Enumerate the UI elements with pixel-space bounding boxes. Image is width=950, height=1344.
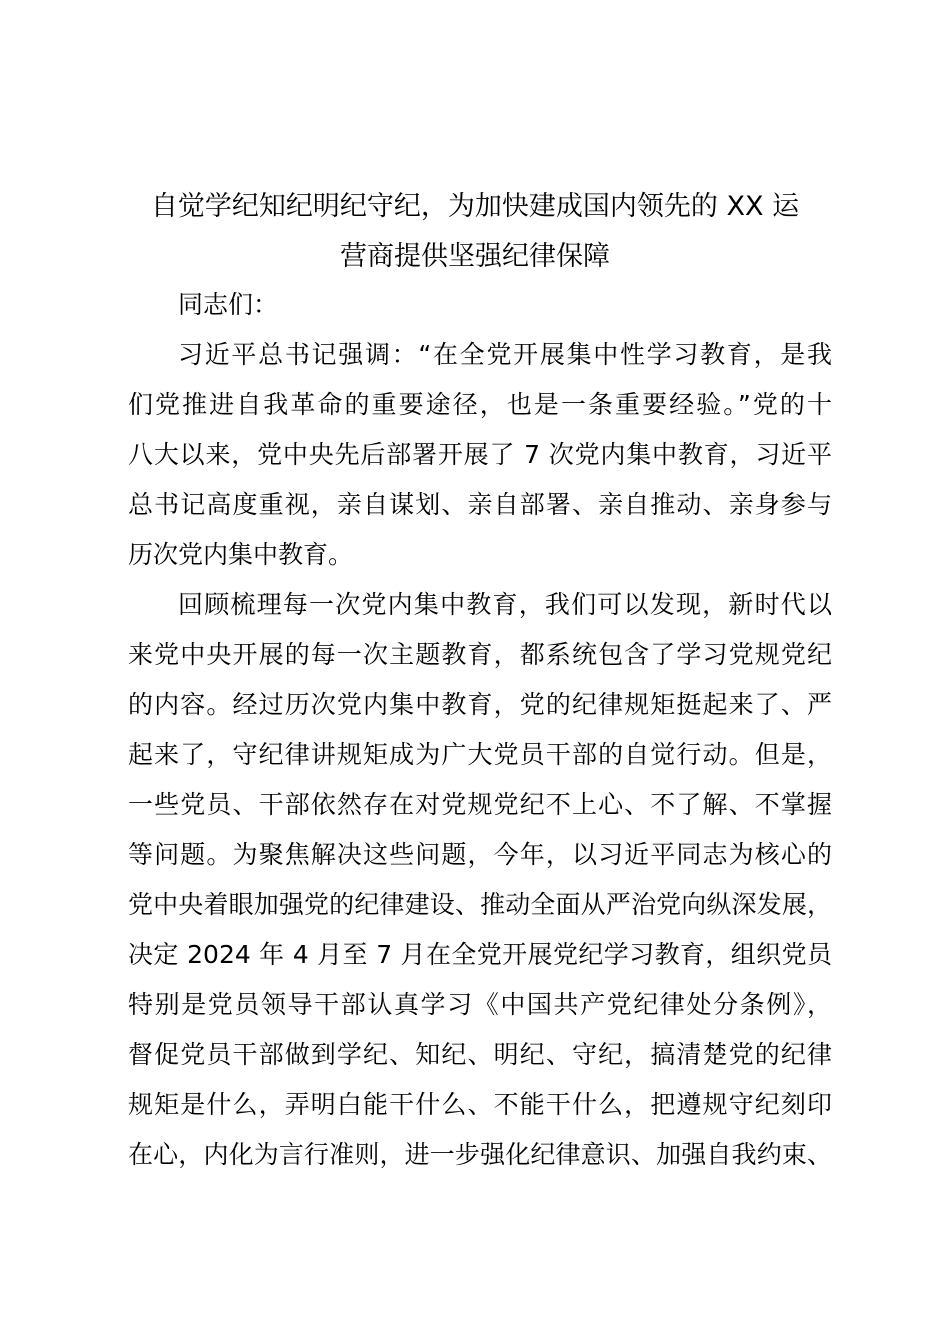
- document-title-line-1: 自觉学纪知纪明纪守纪，为加快建成国内领先的 XX 运: [150, 191, 800, 222]
- paragraph-2-line-8: 决定 2024 年 4 月至 7 月在全党开展党纪学习教育，组织党员: [128, 940, 832, 969]
- paragraph-2-line-10: 督促党员干部做到学纪、知纪、明纪、守纪，搞清楚党的纪律: [128, 1040, 832, 1069]
- paragraph-2-line-1: 回顾梳理每一次党内集中教育，我们可以发现，新时代以: [178, 590, 832, 619]
- paragraph-1-line-1: 习近平总书记强调：“在全党开展集中性学习教育，是我: [178, 340, 832, 369]
- salutation: 同志们：: [178, 290, 279, 319]
- paragraph-2-line-11: 规矩是什么，弄明白能干什么、不能干什么，把遵规守纪刻印: [128, 1090, 832, 1119]
- paragraph-2-line-6: 等问题。为聚焦解决这些问题，今年，以习近平同志为核心的: [128, 840, 832, 869]
- paragraph-2-line-7: 党中央着眼加强党的纪律建设、推动全面从严治党向纵深发展，: [128, 890, 832, 919]
- paragraph-2-line-5: 一些党员、干部依然存在对党规党纪不上心、不了解、不掌握: [128, 790, 832, 819]
- paragraph-1-line-5: 历次党内集中教育。: [128, 540, 354, 569]
- paragraph-1-line-3: 八大以来，党中央先后部署开展了 7 次党内集中教育，习近平: [128, 440, 832, 469]
- paragraph-2-line-4: 起来了，守纪律讲规矩成为广大党员干部的自觉行动。但是，: [128, 740, 832, 769]
- paragraph-2-line-12: 在心，内化为言行准则，进一步强化纪律意识、加强自我约束、: [128, 1140, 832, 1169]
- paragraph-2-line-2: 来党中央开展的每一次主题教育，都系统包含了学习党规党纪: [128, 640, 832, 669]
- document-title-line-2: 营商提供坚强纪律保障: [340, 241, 610, 272]
- paragraph-2-line-9: 特别是党员领导干部认真学习《中国共产党纪律处分条例》，: [128, 990, 832, 1019]
- paragraph-1-line-4: 总书记高度重视，亲自谋划、亲自部署、亲自推动、亲身参与: [128, 490, 832, 519]
- paragraph-2-line-3: 的内容。经过历次党内集中教育，党的纪律规矩挺起来了、严: [128, 690, 832, 719]
- paragraph-1-line-2: 们党推进自我革命的重要途径，也是一条重要经验。”党的十: [128, 390, 832, 419]
